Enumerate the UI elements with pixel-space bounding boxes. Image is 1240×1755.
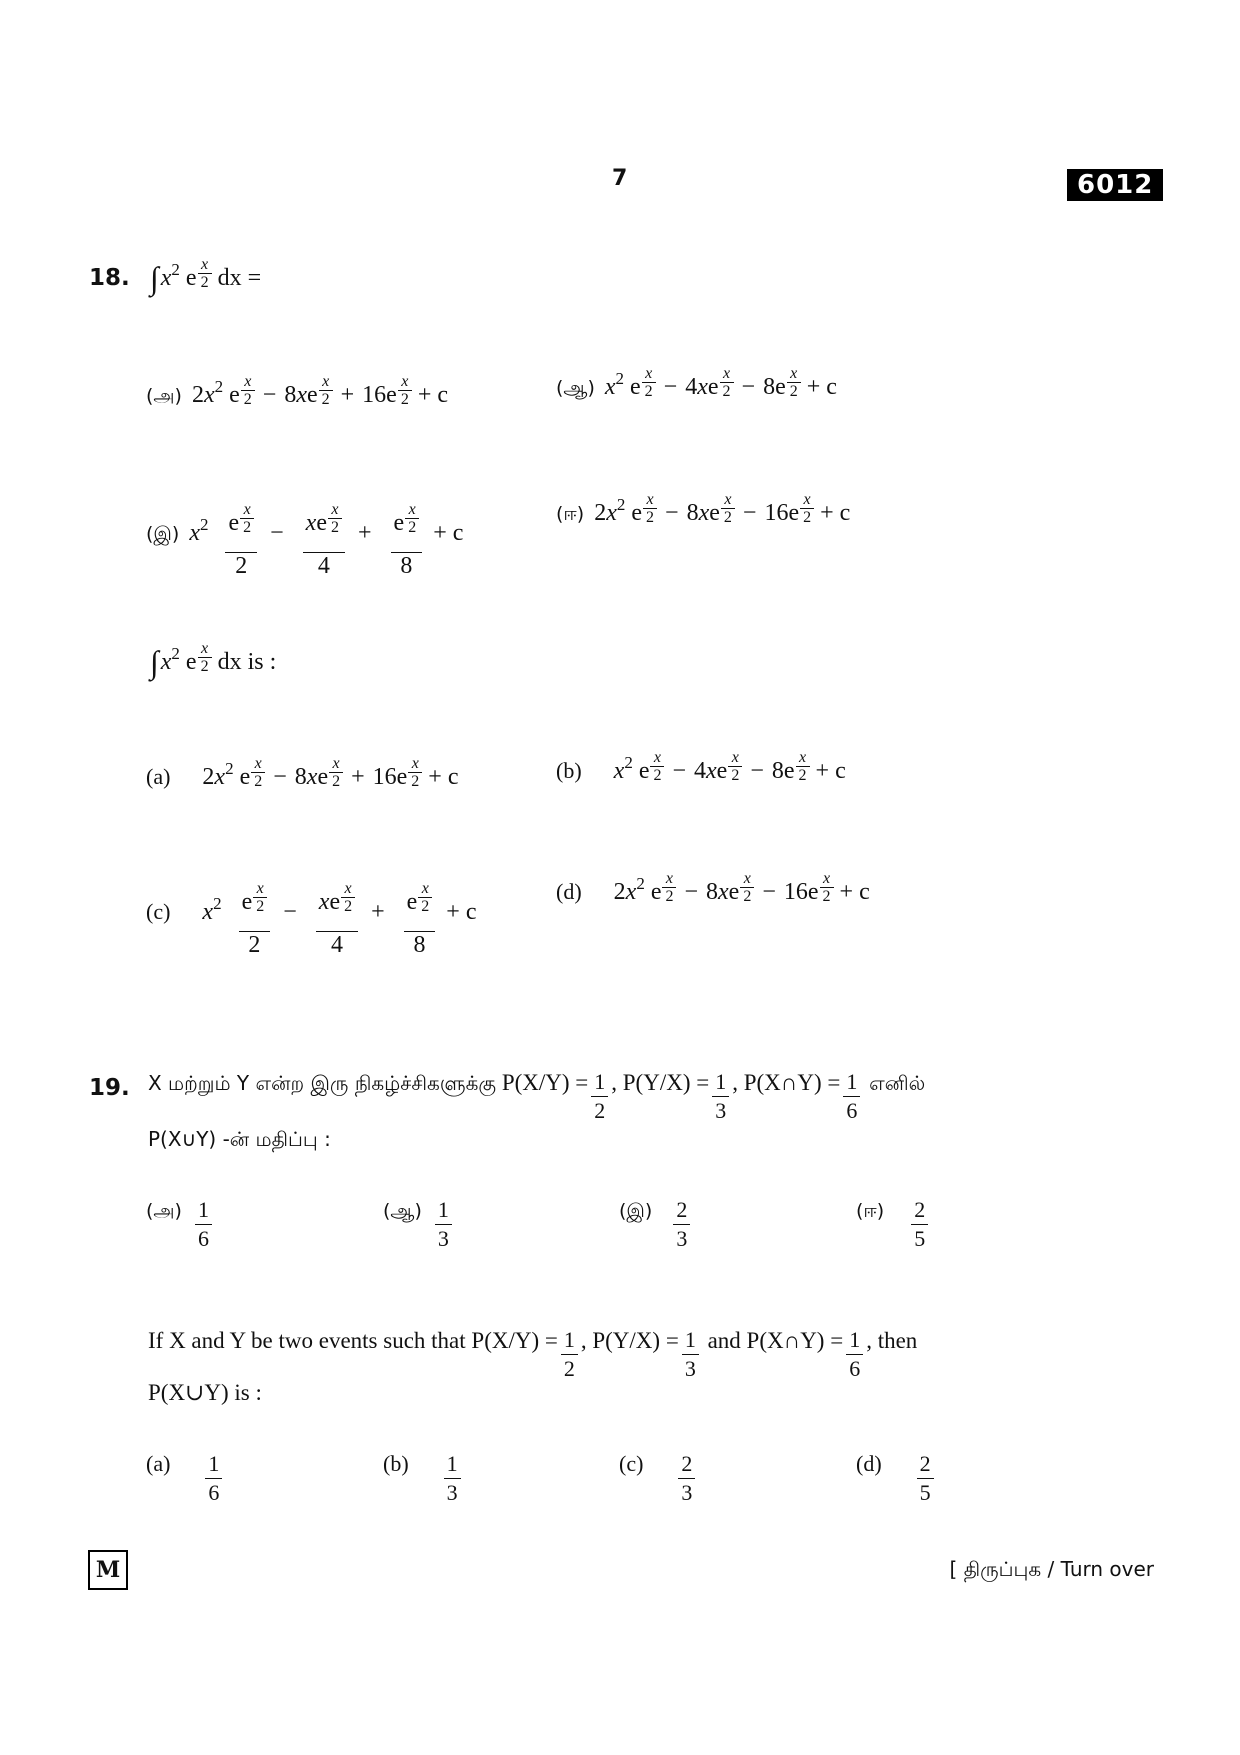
- frac-num: 2: [917, 1450, 934, 1479]
- option-label: (a): [146, 1451, 171, 1476]
- q19-option-en-a: [146, 1450, 225, 1507]
- option-label: (b): [383, 1451, 409, 1476]
- q19-ta-text-b: எனில்: [869, 1070, 926, 1095]
- q19-tamil-line1: X மற்றும் Y என்ற இரு நிகழ்ச்சிகளுக்கு P(X/Y) = $\frac{1}{2}$ , P(Y/X) = $\frac{1}{3}$ , P(X∩Y) = $\frac{1}{6}$ எனில்: [148, 1069, 926, 1123]
- frac-num: 1: [682, 1326, 699, 1355]
- q19-ta-text-a: X மற்றும் Y என்ற இரு நிகழ்ச்சிகளுக்கு: [148, 1070, 497, 1095]
- plus-c: + c: [446, 899, 477, 926]
- option-label: (b): [556, 758, 582, 783]
- q19-english-line1: If X and Y be two events such that P(X/Y) = $\frac{1}{2}$ , P(Y/X) = $\frac{1}{3}$ and P(X∩Y) = $\frac{1}{6}$ , then: [148, 1327, 918, 1381]
- frac-den: 6: [208, 1480, 220, 1505]
- turn-over-text: [ திருப்புக / Turn over: [949, 1557, 1154, 1581]
- option-label: (a): [146, 764, 171, 789]
- frac-num: 1: [846, 1326, 863, 1355]
- turn-over-note: [950, 1556, 1154, 1584]
- q19-option-en-c: [619, 1450, 698, 1507]
- frac-den: 6: [197, 1226, 209, 1251]
- option-label: (ஆ): [556, 377, 595, 399]
- option-label: (ஈ): [556, 503, 585, 525]
- p-x-given-y: P(X/Y) =: [501, 1069, 589, 1095]
- option-label: (ஆ): [383, 1200, 422, 1222]
- option-label: (c): [146, 899, 171, 925]
- frac-den: 3: [681, 1480, 693, 1505]
- page-number: 7: [612, 166, 628, 191]
- q19-option-ta-1: [146, 1196, 215, 1253]
- frac-num: 2: [678, 1450, 695, 1479]
- p-y-given-x: P(Y/X) =: [592, 1327, 679, 1353]
- q19-tamil-line2: [148, 1126, 331, 1154]
- frac-num: 2: [673, 1196, 690, 1225]
- p-x-given-y: P(X/Y) =: [471, 1327, 558, 1353]
- frac-num: 1: [435, 1196, 452, 1225]
- q19-en-then: , then: [866, 1327, 918, 1353]
- plus-c: + c: [839, 879, 870, 905]
- frac-num: 1: [712, 1068, 729, 1097]
- frac-den: 3: [684, 1356, 696, 1381]
- frac-num: 1: [843, 1068, 860, 1097]
- q19-english-line2: P(X∪Y) is :: [148, 1380, 262, 1405]
- q19-option-ta-2: [383, 1196, 455, 1253]
- frac-den: 5: [914, 1226, 926, 1251]
- q18-option-en-b: (b) $x^2$ e $\frac{x}{2}$ − 4xe $\frac{x}{2}$ − 8e $\frac{x}{2}$ + c: [556, 749, 846, 784]
- frac-den: 3: [446, 1480, 458, 1505]
- option-label: (d): [556, 879, 582, 904]
- plus-c: + c: [806, 374, 837, 400]
- q18-integral-expression: ∫ x 2 e x 2 dx =: [150, 256, 262, 296]
- frac-den: 2: [563, 1356, 575, 1381]
- frac-num: 1: [205, 1450, 222, 1479]
- option-label: (இ): [619, 1200, 653, 1222]
- q19-option-en-b: [383, 1450, 464, 1507]
- option-label: (இ): [146, 523, 180, 546]
- frac-num: 1: [561, 1326, 578, 1355]
- q18-option-en-c: (c) $x^2$ e x 2 2 − x e x 2 4 + e x 2 8 + c: [146, 880, 477, 958]
- plus-c: + c: [417, 382, 449, 408]
- frac-den: 6: [849, 1356, 861, 1381]
- m-mark-box: M: [88, 1550, 128, 1590]
- frac-num: 1: [195, 1196, 212, 1225]
- paper-code: 6012: [1067, 169, 1163, 201]
- q18-option-ta-4: (ஈ) $2x^2$ e $\frac{x}{2}$ − 8xe $\frac{x}{2}$ − 16e $\frac{x}{2}$ + c: [556, 491, 851, 526]
- q18-option-ta-2: (ஆ) $x^2$ e $\frac{x}{2}$ − 4xe $\frac{x}{2}$ − 8e $\frac{x}{2}$ + c: [556, 365, 837, 400]
- q19-option-ta-4: [856, 1196, 931, 1253]
- q18-option-en-d: (d) $2x^2$ e $\frac{x}{2}$ − 8xe $\frac{x}{2}$ − 16e $\frac{x}{2}$ + c: [556, 870, 870, 905]
- frac-num: 1: [591, 1068, 608, 1097]
- q19-option-en-d: [856, 1450, 937, 1507]
- frac-num: 2: [911, 1196, 928, 1225]
- option-label: (ஈ): [856, 1200, 885, 1222]
- question-number-19: 19.: [89, 1075, 130, 1101]
- q18-option-ta-3: (இ) $x^2$ e x 2 2 − x e x 2 4 + e x 2 8 + c: [146, 501, 464, 579]
- frac-den: 2: [594, 1098, 606, 1123]
- frac-num: 1: [444, 1450, 461, 1479]
- plus-c: + c: [820, 500, 851, 526]
- plus-c: + c: [433, 520, 464, 547]
- plus-c: + c: [815, 758, 846, 784]
- frac-den: 3: [715, 1098, 727, 1123]
- frac-den: 5: [919, 1480, 931, 1505]
- q19-en-text-a: If X and Y be two events such that: [148, 1327, 466, 1353]
- frac-den: 3: [437, 1226, 449, 1251]
- q18-option-ta-1: (அ) $2x^2$ e $\frac{x}{2}$ − 8xe $\frac{x}{2}$ + 16e $\frac{x}{2}$ + c: [146, 373, 449, 408]
- p-intersection: P(X∩Y) =: [743, 1069, 841, 1095]
- p-y-given-x: P(Y/X) =: [622, 1069, 710, 1095]
- option-label: (d): [856, 1451, 882, 1476]
- q18-integral-expression-en: ∫ x 2 e x 2 dx is :: [150, 640, 277, 680]
- option-label: (அ): [146, 385, 182, 407]
- plus-c: + c: [428, 764, 459, 790]
- q18-option-en-a: (a) $2x^2$ e $\frac{x}{2}$ − 8xe $\frac{x}{2}$ + 16e $\frac{x}{2}$ + c: [146, 755, 459, 790]
- q18-tail-en: dx is :: [217, 649, 277, 675]
- p-intersection: P(X∩Y) =: [746, 1327, 844, 1353]
- q18-tail: dx =: [217, 265, 262, 291]
- q19-ta-line2-text: P(X∪Y) -ன் மதிப்பு :: [148, 1127, 331, 1151]
- option-label: (c): [619, 1451, 644, 1476]
- q19-option-ta-3: [619, 1196, 693, 1253]
- frac-den: 6: [846, 1098, 858, 1123]
- option-label: (அ): [146, 1200, 182, 1222]
- frac-den: 3: [676, 1226, 688, 1251]
- q19-en-and: and: [707, 1327, 741, 1353]
- question-number-18: 18.: [89, 265, 130, 291]
